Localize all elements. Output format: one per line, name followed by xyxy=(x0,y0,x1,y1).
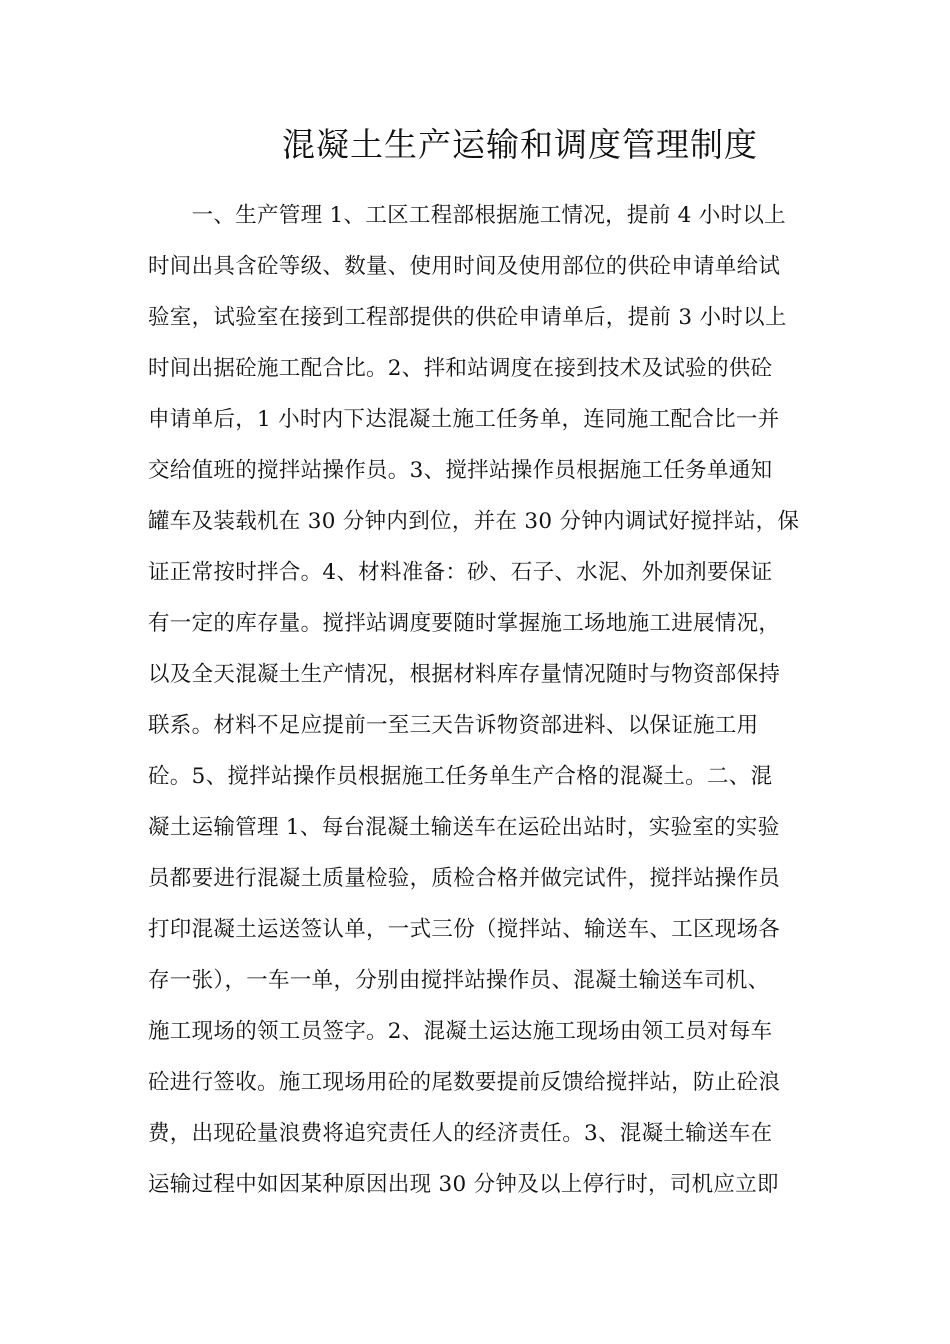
body-line: 验室，试验室在接到工程部提供的供砼申请单后，提前 3 小时以上 xyxy=(148,305,787,330)
body-line: 申请单后，1 小时内下达混凝土施工任务单，连同施工配合比一并 xyxy=(148,407,780,432)
body-line: 砼。5、搅拌站操作员根据施工任务单生产合格的混凝土。二、混 xyxy=(148,764,773,789)
body-line: 运输过程中如因某种原因出现 30 分钟及以上停行时，司机应立即 xyxy=(148,1172,779,1197)
body-line: 时间出据砼施工配合比。2、拌和站调度在接到技术及试验的供砼 xyxy=(148,356,773,381)
body-line: 联系。材料不足应提前一至三天告诉物资部进料、以保证施工用 xyxy=(148,713,759,738)
body-line: 存一张），一车一单，分别由搅拌站操作员、混凝土输送车司机、 xyxy=(148,968,770,993)
body-line: 以及全天混凝土生产情况，根据材料库存量情况随时与物资部保持 xyxy=(148,662,781,687)
body-line: 交给值班的搅拌站操作员。3、搅拌站操作员根据施工任务单通知 xyxy=(148,458,773,483)
body-line: 一、生产管理 1、工区工程部根据施工情况，提前 4 小时以上 xyxy=(148,203,786,228)
body-line: 证正常按时拌合。4、材料准备：砂、石子、水泥、外加剂要保证 xyxy=(148,560,773,585)
body-line: 有一定的库存量。搅拌站调度要随时掌握施工场地施工进展情况， xyxy=(148,611,781,636)
document-title: 混凝土生产运输和调度管理制度 xyxy=(282,125,758,164)
body-line: 砼进行签收。施工现场用砼的尾数要提前反馈给搅拌站，防止砼浪 xyxy=(148,1070,781,1095)
body-line: 时间出具含砼等级、数量、使用时间及使用部位的供砼申请单给试 xyxy=(148,254,781,279)
body-line: 费，出现砼量浪费将追究责任人的经济责任。3、混凝土输送车在 xyxy=(148,1121,773,1146)
body-line: 凝土运输管理 1、每台混凝土输送车在运砼出站时，实验室的实验 xyxy=(148,815,780,840)
body-line: 打印混凝土运送签认单，一式三份（搅拌站、输送车、工区现场各 xyxy=(148,917,781,942)
document-body xyxy=(148,190,808,1210)
body-line: 罐车及装载机在 30 分钟内到位，并在 30 分钟内调试好搅拌站，保 xyxy=(148,509,800,534)
body-line: 施工现场的领工员签字。2、混凝土运达施工现场由领工员对每车 xyxy=(148,1019,773,1044)
body-line: 员都要进行混凝土质量检验，质检合格并做完试件，搅拌站操作员 xyxy=(148,866,781,891)
